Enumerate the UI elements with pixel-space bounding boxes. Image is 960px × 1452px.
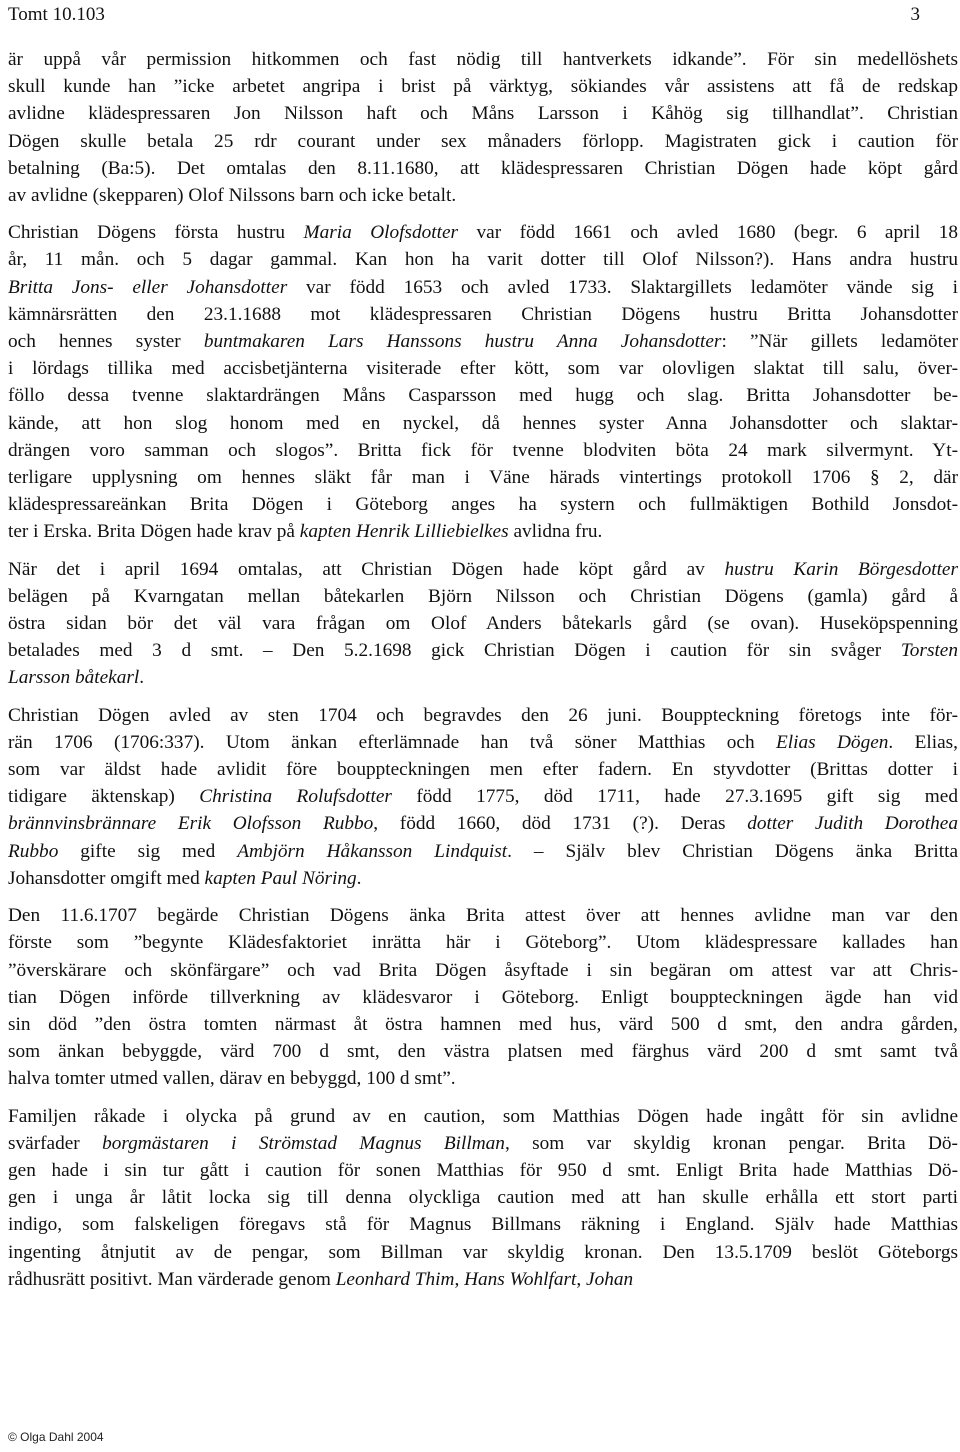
paragraph [8, 556, 958, 692]
text-line [8, 518, 958, 545]
text-line [8, 410, 958, 437]
text-segment: drängen voro samman och slogos”. Britta fick för tvenne blodviten böta 24 mark silvermynt. Yt- [8, 439, 958, 461]
text-line [8, 1157, 958, 1184]
document-body [8, 46, 958, 1303]
text-segment: var född 1661 och avled 1680 (begr. 6 april 18 [458, 222, 958, 244]
text-line [8, 73, 958, 100]
text-line [8, 100, 958, 127]
italic-name: Ambjörn Håkansson Lindquist [237, 840, 508, 862]
text-line [8, 155, 958, 182]
text-segment: gen i unga år låtit locka sig till denna olyckliga caution med att han skulle erhålla ett stort parti [8, 1187, 958, 1209]
text-line [8, 1103, 958, 1130]
text-line [8, 556, 958, 583]
text-line [8, 491, 958, 518]
text-segment: : ”När gillets ledamöter [721, 331, 958, 353]
page-title: Tomt 10.103 [8, 4, 105, 25]
text-segment: svärfader [8, 1132, 103, 1154]
text-line [8, 1011, 958, 1038]
text-segment: ter i Erska. Brita Dögen hade krav på [8, 521, 300, 543]
text-line [8, 355, 958, 382]
italic-name: borgmästaren i Strömstad Magnus Billman [102, 1132, 505, 1154]
text-line [8, 865, 958, 892]
italic-name: dotter Judith Dorothea [747, 813, 958, 835]
text-segment: i lördags tillika med accisbetjänterna visiterade efter kött, som var olovligen slaktat till salu, över- [8, 358, 958, 380]
text-segment: Dögen skulle betala 25 rdr courant under sex månaders förlopp. Magistraten gick i caution för [8, 130, 958, 152]
text-segment: belägen på Kvarngatan mellan båtekarlen Björn Nilsson och Christian Dögens (gamla) gård å [8, 585, 958, 607]
text-line [8, 1184, 958, 1211]
italic-name: kapten Henrik Lilliebielkes [299, 521, 509, 543]
text-segment: föllo dessa tvenne slaktardrängen Måns Casparsson med hugg och slag. Britta Johansdotter be- [8, 385, 958, 407]
text-line [8, 1065, 958, 1092]
text-line [8, 902, 958, 929]
italic-name: Hans Wohlfart [464, 1268, 577, 1290]
text-segment: Johansdotter omgift med [8, 867, 205, 889]
text-segment: . [139, 667, 145, 689]
text-line [8, 810, 958, 837]
text-segment: rådhusrätt positivt. Man värderade genom [8, 1268, 336, 1290]
italic-name: Elias Dögen [775, 731, 889, 753]
paragraph [8, 219, 958, 545]
italic-name: Maria Olofsdotter [303, 222, 459, 244]
paragraph [8, 902, 958, 1092]
italic-name: Johan [586, 1268, 634, 1290]
text-segment: kände, att hon slog honom med en nyckel, då hennes syster Anna Johansdotter och slaktar- [8, 412, 958, 434]
text-segment: ingenting åtnjutit av de pengar, som Billman var skyldig kronan. Den 13.5.1709 beslöt Göteborgs [8, 1241, 958, 1263]
text-line [8, 328, 958, 355]
italic-name: Britta Jons- eller Johansdotter [8, 276, 288, 298]
text-segment: som änkan bebyggde, värd 700 d smt, den västra platsen med färghus värd 200 d smt samt två [8, 1041, 958, 1063]
text-line [8, 382, 958, 409]
text-segment: född 1775, död 1711, hade 27.3.1695 gift sig med [391, 786, 958, 808]
italic-name: hustru Karin Börgesdotter [724, 558, 958, 580]
text-segment: gen hade i sin tur gått i caution för sonen Matthias för 950 d smt. Enligt Brita hade Matthias Dö- [8, 1159, 958, 1181]
text-segment: betalning (Ba:5). Det omtalas den 8.11.1680, att klädespressaren Christian Dögen hade köpt gård [8, 157, 958, 179]
paragraph [8, 46, 958, 209]
text-segment: Christian Dögen avled av sten 1704 och begravdes den 26 juni. Bouppteckning företogs inte för- [8, 704, 958, 726]
text-segment: av avlidne (skepparen) Olof Nilssons barn och icke betalt. [8, 185, 457, 207]
text-line [8, 1239, 958, 1266]
text-segment: avlidne klädespressaren Jon Nilsson haft och Måns Larsson i Kåhög sig tillhandlat”. Christian [8, 103, 958, 125]
text-line [8, 1038, 958, 1065]
text-segment: Den 11.6.1707 begärde Christian Dögens änka Brita attest över att hennes avlidne man var den [8, 905, 958, 927]
text-line [8, 664, 958, 691]
paragraph [8, 702, 958, 892]
italic-name: Christina Rolufsdotter [199, 786, 392, 808]
copyright-footer: © Olga Dahl 2004 [8, 1430, 104, 1444]
text-line [8, 128, 958, 155]
text-segment: , som var skyldig kronan pengar. Brita Dö- [504, 1132, 958, 1154]
italic-name: brännvinsbrännare Erik Olofsson Rubbo [8, 813, 374, 835]
italic-name: Torsten [900, 640, 958, 662]
text-segment: Christian Dögens första hustru [8, 222, 304, 244]
text-segment: kämnärsrätten den 23.1.1688 mot klädespressaren Christian Dögens hustru Britta Johansdotter [8, 303, 958, 325]
text-line [8, 219, 958, 246]
text-segment: betalades med 3 d smt. – Den 5.2.1698 gick Christian Dögen i caution för sin svåger [8, 640, 901, 662]
italic-name: kapten Paul Nöring [204, 867, 357, 889]
text-segment: , född 1660, död 1731 (?). Deras [373, 813, 748, 835]
text-segment: förste som ”begynte Klädesfaktoriet inrätta här i Göteborg”. Utom klädespressare kallades han [8, 932, 958, 954]
text-segment: , [454, 1268, 465, 1290]
text-segment: tidigare äktenskap) [8, 786, 200, 808]
text-segment: som var äldst hade avlidit före bouppteckningen men efter fadern. En styvdotter (Brittas dotter i [8, 759, 958, 781]
text-line [8, 274, 958, 301]
text-segment: indigo, som falskeligen föregavs stå för Magnus Billmans räkning i England. Själv hade Matthias [8, 1214, 958, 1236]
text-segment: Familjen råkade i olycka på grund av en caution, som Matthias Dögen hade ingått för sin avlidne [8, 1105, 958, 1127]
text-segment: gifte sig med [58, 840, 238, 862]
text-line [8, 1130, 958, 1157]
text-line [8, 984, 958, 1011]
text-segment: halva tomter utmed vallen, därav en bebyggd, 100 d smt”. [8, 1068, 456, 1090]
paragraph [8, 1103, 958, 1293]
text-segment: skull kunde han ”icke arbetet angripa i brist på värktyg, sökiandes vår assistens att få de redskap [8, 76, 958, 98]
page-header [8, 4, 920, 26]
text-segment: och hennes syster [8, 331, 204, 353]
text-line [8, 437, 958, 464]
text-segment: tian Dögen införde tillverkning av klädesvaror i Göteborg. Enligt bouppteckningen ägde han vid [8, 986, 958, 1008]
text-line [8, 637, 958, 664]
text-line [8, 702, 958, 729]
text-segment: , [576, 1268, 587, 1290]
italic-name: buntmakaren Lars Hanssons hustru Anna Johansdotter [203, 331, 722, 353]
text-segment: avlidna fru. [508, 521, 603, 543]
text-segment: . – Själv blev Christian Dögens änka Britta [507, 840, 959, 862]
text-line [8, 783, 958, 810]
page-number: 3 [910, 4, 920, 25]
text-line [8, 756, 958, 783]
italic-name: Larsson båtekarl [8, 667, 140, 689]
text-line [8, 464, 958, 491]
italic-name: Leonhard Thim [335, 1268, 455, 1290]
text-line [8, 729, 958, 756]
text-line [8, 838, 958, 865]
text-line [8, 182, 958, 209]
text-line [8, 957, 958, 984]
text-segment: ”överskärare och skönfärgare” och vad Brita Dögen åsyftade i sin begäran om attest var att Chris- [8, 959, 958, 981]
italic-name: Rubbo [8, 840, 59, 862]
text-segment: terligare upplysning om hennes släkt får man i Väne härads vintertings protokoll 1706 § 2, där [8, 467, 958, 489]
text-segment: sin död ”den östra tomten närmast åt östra hamnen med hus, värd 500 d smt, den andra gården, [8, 1013, 958, 1035]
text-segment: är uppå vår permission hitkommen och fast nödig till hantverkets idkande”. För sin medellöshets [8, 49, 958, 70]
text-segment: östra sidan bör det väl vara frågan om Olof Anders båtekarls gård (se ovan). Huseköpspenning [8, 613, 958, 635]
text-segment: klädespressareänkan Brita Dögen i Göteborg anges ha systern och fullmäktigen Bothild Jonsdot- [8, 494, 958, 516]
text-segment: år, 11 mån. och 5 dagar gammal. Kan hon ha varit dotter till Olof Nilsson?). Hans andra hustru [8, 249, 958, 271]
text-segment: rän 1706 (1706:337). Utom änkan efterlämnade han två söner Matthias och [8, 731, 776, 753]
text-line [8, 1266, 958, 1293]
text-segment: . Elias, [888, 731, 959, 753]
text-segment: När det i april 1694 omtalas, att Christian Dögen hade köpt gård av [8, 558, 725, 580]
text-line [8, 46, 958, 73]
text-line [8, 1211, 958, 1238]
text-line [8, 610, 958, 637]
text-segment: . [356, 867, 362, 889]
text-line [8, 301, 958, 328]
text-line [8, 246, 958, 273]
text-line [8, 929, 958, 956]
text-segment: var född 1653 och avled 1733. Slaktargillets ledamöter vände sig i [287, 276, 958, 298]
text-line [8, 583, 958, 610]
